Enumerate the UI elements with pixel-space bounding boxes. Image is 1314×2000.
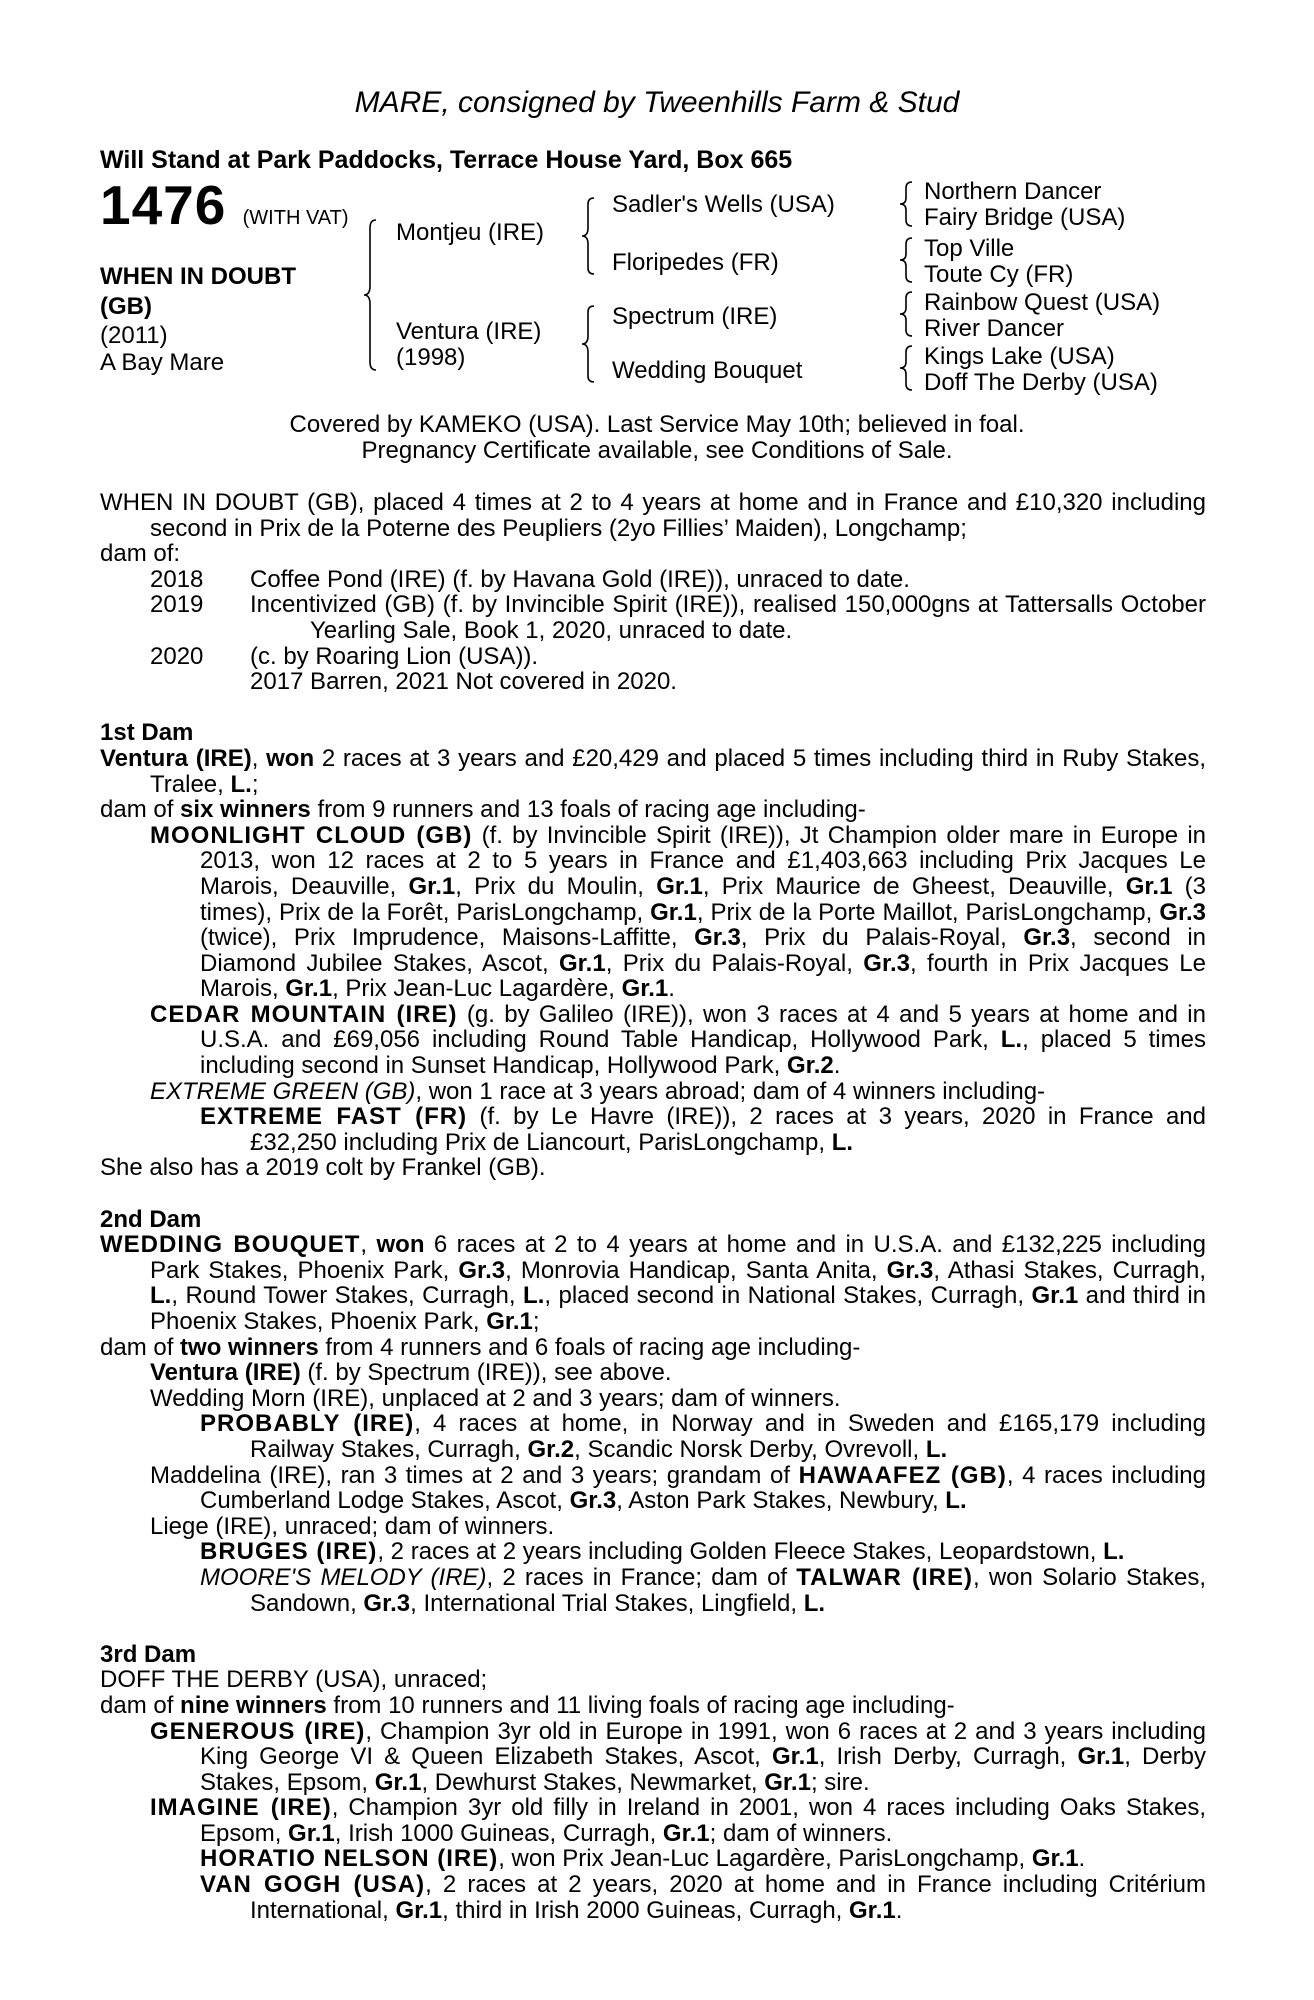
intro-paragraph: WHEN IN DOUBT (GB), placed 4 times at 2 to 4 years at home and in France and £10,320 including second in Prix de la Poterne des Peupliers (2yo Fillies’ Maiden), Longchamp; bbox=[100, 489, 1206, 542]
moores-melody-entry: MOORE'S MELODY (IRE), 2 races in France; dam of TALWAR (IRE), won Solario Stakes, Sandown, Gr.3, International Trial Stakes, Lingfield, L. bbox=[200, 1563, 1206, 1617]
pedigree-sire: Montjeu (IRE) bbox=[396, 219, 545, 246]
pedigree-dam-year: (1998) bbox=[396, 344, 466, 371]
pedigree-bracket-dam bbox=[584, 304, 598, 384]
pedigree-sire-dam: Floripedes (FR) bbox=[612, 249, 779, 276]
horse-name-line2: (GB) bbox=[100, 293, 152, 320]
consignor-heading: MARE, consigned by Tweenhills Farm & Stud bbox=[354, 86, 960, 119]
pedigree-sds: Top Ville bbox=[924, 235, 1015, 262]
covering-note bbox=[0, 412, 1314, 464]
horse-details bbox=[100, 322, 224, 376]
pedigree-bracket-sd bbox=[902, 236, 916, 284]
pedigree-bracket-dd bbox=[902, 344, 916, 392]
third-dam-dam-of: dam of nine winners from 10 runners and 11 living foals of racing age including- bbox=[100, 1691, 955, 1719]
first-dam-also: She also has a 2019 colt by Frankel (GB). bbox=[100, 1154, 546, 1182]
horse-extreme-fast: EXTREME FAST (FR) bbox=[200, 1103, 468, 1131]
second-dam-paragraph: WEDDING BOUQUET, won 6 races at 2 to 4 years at home and in U.S.A. and £132,225 including Park Stakes, Phoenix Park, Gr.3, Monrovia Handicap, Santa Anita, Gr.3, Athasi Stakes, Curragh, L., Round Tower Stakes, Curragh, L., placed second in National Stakes, Curragh, Gr.1 and third in Phoenix Stakes, Phoenix Park, Gr.1; bbox=[100, 1231, 1207, 1335]
horse-description: A Bay Mare bbox=[100, 349, 225, 376]
horse-generous: GENEROUS (IRE) bbox=[150, 1717, 366, 1745]
cedar-mountain-entry: CEDAR MOUNTAIN (IRE) (g. by Galileo (IRE)), won 3 races at 4 and 5 years at home and in U.S.A. and £69,056 including Round Table Handicap, Hollywood Park, L., placed 5 times including second in Sunset Handicap, Hollywood Park, Gr.2. bbox=[150, 1000, 1206, 1080]
bruges-entry: BRUGES (IRE), 2 races at 2 years including Golden Fleece Stakes, Leopardstown, L. bbox=[200, 1538, 1125, 1566]
horse-horatio-nelson: HORATIO NELSON (IRE) bbox=[200, 1845, 499, 1873]
first-dam-heading: 1st Dam bbox=[100, 719, 194, 747]
pedigree-ddd: Doff The Derby (USA) bbox=[924, 369, 1158, 396]
horse-hawaafez: HAWAAFEZ (GB) bbox=[798, 1461, 1007, 1489]
pedigree-bracket-ss bbox=[902, 180, 916, 228]
barren-note: 2017 Barren, 2021 Not covered in 2020. bbox=[250, 668, 677, 696]
horse-cedar-mountain: CEDAR MOUNTAIN (IRE) bbox=[150, 1000, 458, 1028]
pedigree-dss: Rainbow Quest (USA) bbox=[924, 289, 1161, 316]
horse-bruges: BRUGES (IRE) bbox=[200, 1538, 378, 1566]
ventura-entry: Ventura (IRE) (f. by Spectrum (IRE)), see above. bbox=[150, 1359, 672, 1387]
lot-number bbox=[100, 174, 349, 236]
produce-text: Incentivized (GB) (f. by Invincible Spirit (IRE)), realised 150,000gns at Tattersalls October Yearling Sale, Book 1, 2020, unraced to date. bbox=[250, 591, 1206, 644]
probably-entry: PROBABLY (IRE), 4 races at home, in Norway and in Sweden and £165,179 including Railway Stakes, Curragh, Gr.2, Scandic Norsk Derby, Ovrevoll, L. bbox=[200, 1410, 1206, 1463]
pedigree-dsd: River Dancer bbox=[924, 315, 1065, 342]
extreme-green-entry: EXTREME GREEN (GB), won 1 race at 3 years abroad; dam of 4 winners including- bbox=[150, 1077, 1046, 1105]
van-gogh-entry: VAN GOGH (USA), 2 races at 2 years, 2020 at home and in France including Critérium International, Gr.1, third in Irish 2000 Guineas, Curragh, Gr.1. bbox=[200, 1871, 1206, 1924]
pedigree-bracket-main bbox=[366, 218, 380, 372]
third-dam-name: DOFF THE DERBY (USA), unraced; bbox=[100, 1666, 488, 1694]
covering-line1: Covered by KAMEKO (USA). Last Service May 10th; believed in foal. bbox=[289, 411, 1025, 438]
first-dam-name: Ventura (IRE) bbox=[100, 744, 252, 772]
second-dam-dam-of: dam of two winners from 4 runners and 6 foals of racing age including- bbox=[100, 1333, 861, 1361]
produce-year: 2019 bbox=[150, 591, 204, 619]
horse-imagine: IMAGINE (IRE) bbox=[150, 1794, 332, 1822]
produce-row-2018 bbox=[100, 567, 1206, 593]
third-dam-heading: 3rd Dam bbox=[100, 1640, 197, 1668]
produce-text: Coffee Pond (IRE) (f. by Havana Gold (IRE)), unraced to date. bbox=[250, 565, 910, 593]
horatio-nelson-entry: HORATIO NELSON (IRE), won Prix Jean-Luc Lagardère, ParisLongchamp, Gr.1. bbox=[200, 1845, 1086, 1873]
maddelina-entry: Maddelina (IRE), ran 3 times at 2 and 3 years; grandam of HAWAAFEZ (GB), 4 races including Cumberland Lodge Stakes, Ascot, Gr.3, Aston Park Stakes, Newbury, L. bbox=[150, 1461, 1207, 1515]
produce-text: (c. by Roaring Lion (USA)). bbox=[250, 642, 539, 670]
lot-number-value: 1476 bbox=[100, 174, 227, 236]
horse-ventura: Ventura (IRE) bbox=[150, 1359, 301, 1387]
second-dam-heading: 2nd Dam bbox=[100, 1205, 202, 1233]
first-dam-paragraph: Ventura (IRE), won 2 races at 3 years and £20,429 and placed 5 times including third in Ruby Stakes, Tralee, L.; bbox=[100, 744, 1206, 798]
wedding-morn-entry: Wedding Morn (IRE), unplaced at 2 and 3 years; dam of winners. bbox=[150, 1384, 841, 1412]
horse-name bbox=[100, 262, 296, 322]
produce-row-2019 bbox=[100, 592, 1206, 643]
horse-van-gogh: VAN GOGH (USA) bbox=[200, 1871, 426, 1899]
horse-year: (2011) bbox=[100, 322, 168, 349]
covering-line2: Pregnancy Certificate available, see Conditions of Sale. bbox=[361, 437, 953, 464]
intro-dam-of: dam of: bbox=[100, 540, 181, 568]
produce-year: 2018 bbox=[150, 565, 204, 593]
second-dam-name: WEDDING BOUQUET bbox=[100, 1231, 361, 1259]
stand-location: Will Stand at Park Paddocks, Terrace House Yard, Box 665 bbox=[100, 146, 793, 174]
vat-note: (WITH VAT) bbox=[242, 207, 349, 229]
produce-year: 2020 bbox=[150, 642, 204, 670]
catalogue-body bbox=[100, 490, 1206, 1923]
pedigree-bracket-sire bbox=[584, 196, 598, 276]
pedigree-ssd: Fairy Bridge (USA) bbox=[924, 204, 1126, 231]
pedigree-sire-sire: Sadler's Wells (USA) bbox=[612, 191, 835, 218]
horse-moores-melody: MOORE'S MELODY (IRE) bbox=[200, 1563, 487, 1591]
pedigree-sss: Northern Dancer bbox=[924, 178, 1102, 205]
pedigree-sdd: Toute Cy (FR) bbox=[924, 261, 1074, 288]
generous-entry: GENEROUS (IRE), Champion 3yr old in Europe in 1991, won 6 races at 2 and 3 years including King George VI & Queen Elizabeth Stakes, Ascot, Gr.1, Irish Derby, Curragh, Gr.1, Derby Stakes, Epsom, Gr.1, Dewhurst Stakes, Newmarket, Gr.1; sire. bbox=[150, 1717, 1207, 1796]
produce-row-2020 bbox=[100, 644, 1206, 670]
extreme-fast-entry: EXTREME FAST (FR) (f. by Le Havre (IRE)), 2 races at 3 years, 2020 in France and £32,250 including Prix de Liancourt, ParisLongchamp, L. bbox=[200, 1103, 1206, 1156]
pedigree-bracket-ds bbox=[902, 290, 916, 338]
liege-entry: Liege (IRE), unraced; dam of winners. bbox=[150, 1512, 555, 1540]
horse-name-line1: WHEN IN DOUBT bbox=[100, 263, 296, 290]
horse-talwar: TALWAR (IRE) bbox=[796, 1563, 973, 1591]
pedigree-dds: Kings Lake (USA) bbox=[924, 343, 1115, 370]
horse-probably: PROBABLY (IRE) bbox=[200, 1410, 415, 1438]
pedigree-dam-dam: Wedding Bouquet bbox=[612, 357, 803, 384]
imagine-entry: IMAGINE (IRE), Champion 3yr old filly in Ireland in 2001, won 4 races including Oaks Stakes, Epsom, Gr.1, Irish 1000 Guineas, Curragh, Gr.1; dam of winners. bbox=[150, 1794, 1206, 1847]
first-dam-dam-of: dam of six winners from 9 runners and 13 foals of racing age including- bbox=[100, 796, 866, 824]
pedigree-dam: Ventura (IRE) bbox=[396, 318, 542, 345]
pedigree-dam-sire: Spectrum (IRE) bbox=[612, 303, 778, 330]
horse-extreme-green: EXTREME GREEN (GB) bbox=[150, 1077, 416, 1105]
moonlight-cloud-entry: MOONLIGHT CLOUD (GB) (f. by Invincible Spirit (IRE)), Jt Champion older mare in Europe in 2013, won 12 races at 2 to 5 years in France and £1,403,663 including Prix Jacques Le Marois, Deauville, Gr.1, Prix du Moulin, Gr.1, Prix Maurice de Gheest, Deauville, Gr.1 (3 times), Prix de la Forêt, ParisLongchamp, Gr.1, Prix de la Porte Maillot, ParisLongchamp, Gr.3 (twice), Prix Imprudence, Maisons-Laffitte, Gr.3, Prix du Palais-Royal, Gr.3, second in Diamond Jubilee Stakes, Ascot, Gr.1, Prix du Palais-Royal, Gr.3, fourth in Prix Jacques Le Marois, Gr.1, Prix Jean-Luc Lagardère, Gr.1. bbox=[150, 821, 1207, 1003]
horse-moonlight-cloud: MOONLIGHT CLOUD (GB) bbox=[150, 821, 473, 849]
